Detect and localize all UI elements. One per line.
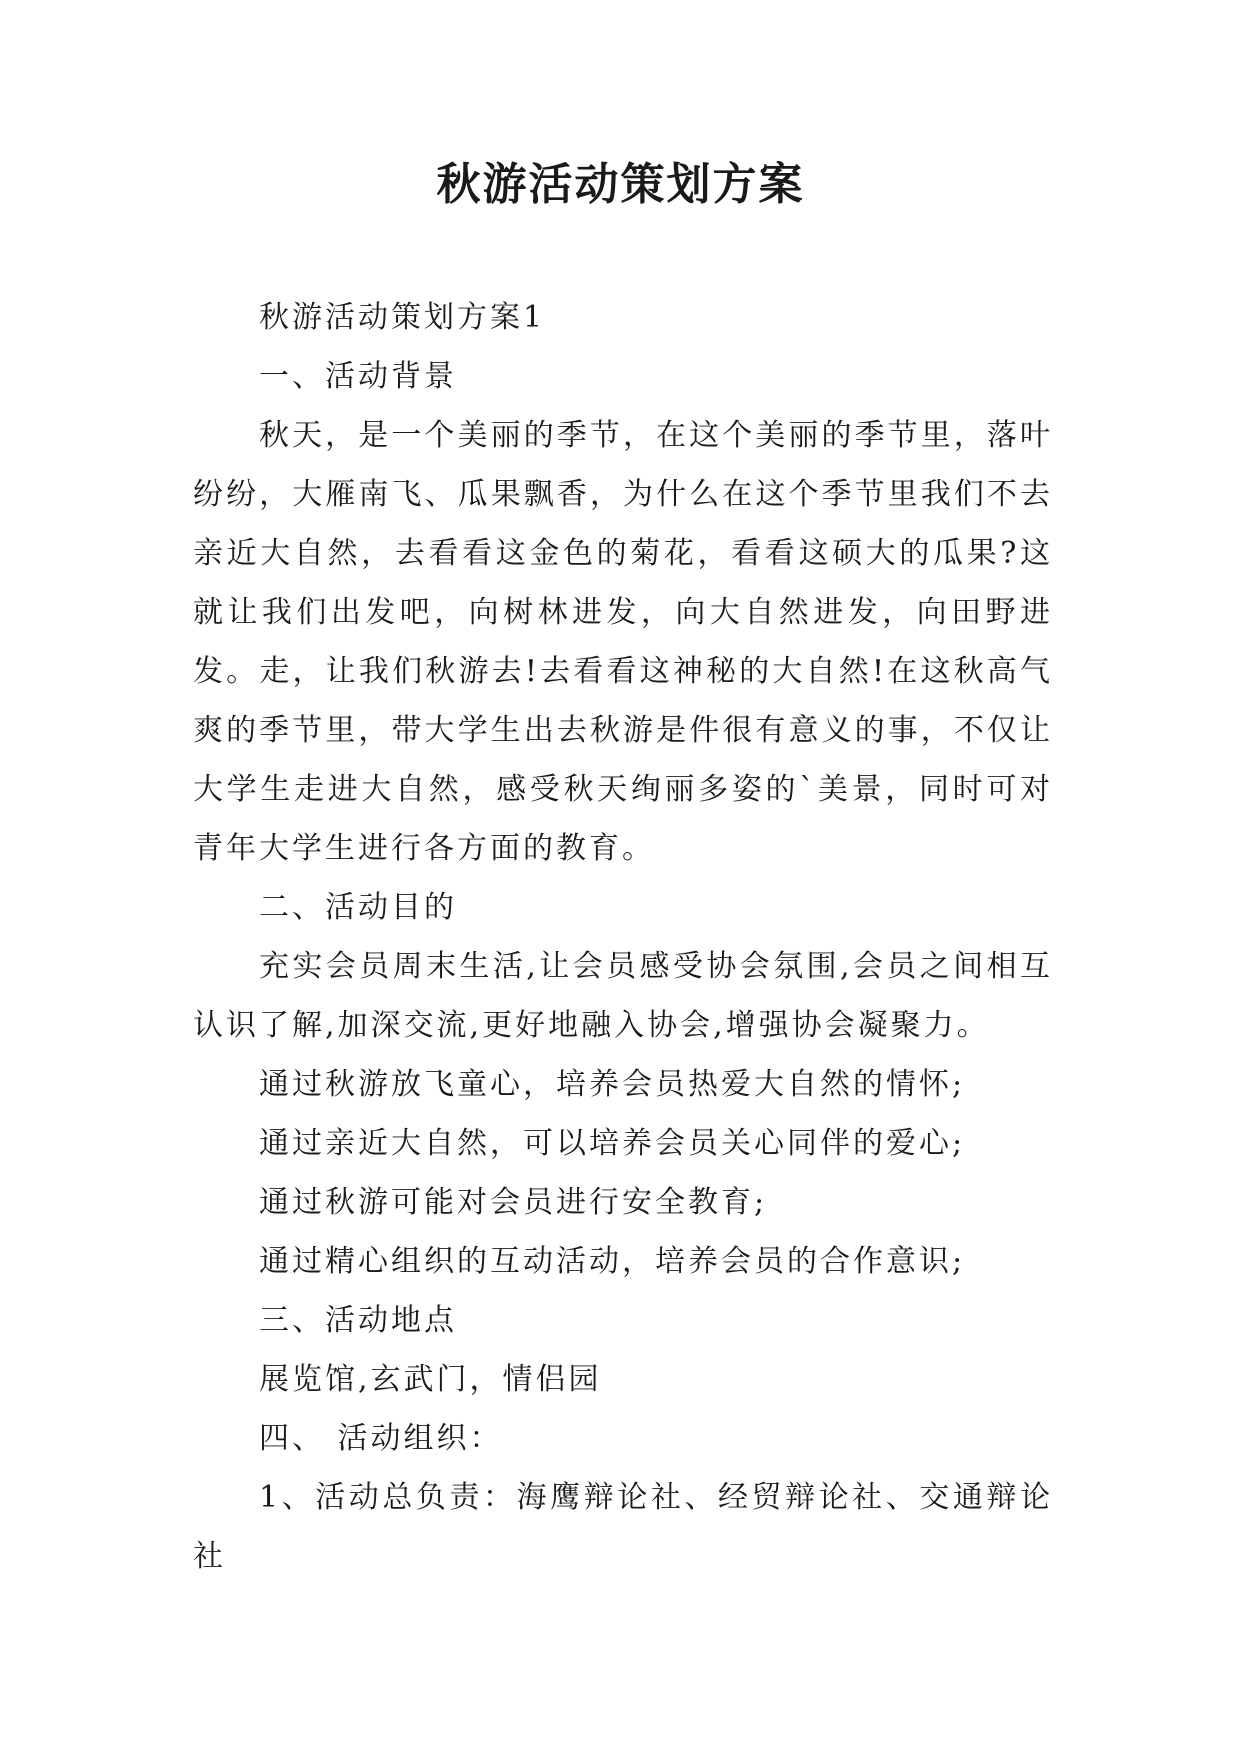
document-title: 秋游活动策划方案 [436, 159, 805, 210]
document-body [193, 288, 1053, 1586]
paragraph-purpose: 充实会员周末生活,让会员感受协会氛围,会员之间相互认识了解,加深交流,更好地融入协会,增强协会凝聚力。 [193, 949, 1053, 1043]
section-heading-plan-1: 秋游活动策划方案1 [259, 300, 546, 335]
purpose-item-3: 通过秋游可能对会员进行安全教育; [259, 1185, 768, 1220]
section-heading-background: 一、活动背景 [259, 359, 457, 394]
section-heading-organization: 四、 活动组织： [259, 1421, 503, 1456]
purpose-item-4: 通过精心组织的互动活动，培养会员的合作意识; [259, 1244, 966, 1279]
paragraph-background: 秋天，是一个美丽的季节，在这个美丽的季节里，落叶纷纷，大雁南飞、瓜果飘香，为什么在这个季节里我们不去亲近大自然，去看看这金色的菊花，看看这硕大的瓜果?这就让我们出发吧，向树林进发，向大自然进发，向田野进发。走，让我们秋游去!去看看这神秘的大自然!在这秋高气爽的季节里，带大学生出去秋游是件很有意义的事，不仅让大学生走进大自然，感受秋天绚丽多姿的`美景，同时可对青年大学生进行各方面的教育。 [193, 418, 1053, 866]
section-heading-location: 三、活动地点 [259, 1303, 457, 1338]
paragraph-location: 展览馆,玄武门，情侣园 [259, 1362, 602, 1397]
organization-item-1: 1、活动总负责：海鹰辩论社、经贸辩论社、交通辩论社 [193, 1480, 1053, 1574]
purpose-item-2: 通过亲近大自然，可以培养会员关心同伴的爱心; [259, 1126, 966, 1161]
purpose-item-1: 通过秋游放飞童心，培养会员热爱大自然的情怀; [259, 1067, 966, 1102]
section-heading-purpose: 二、活动目的 [259, 890, 457, 925]
